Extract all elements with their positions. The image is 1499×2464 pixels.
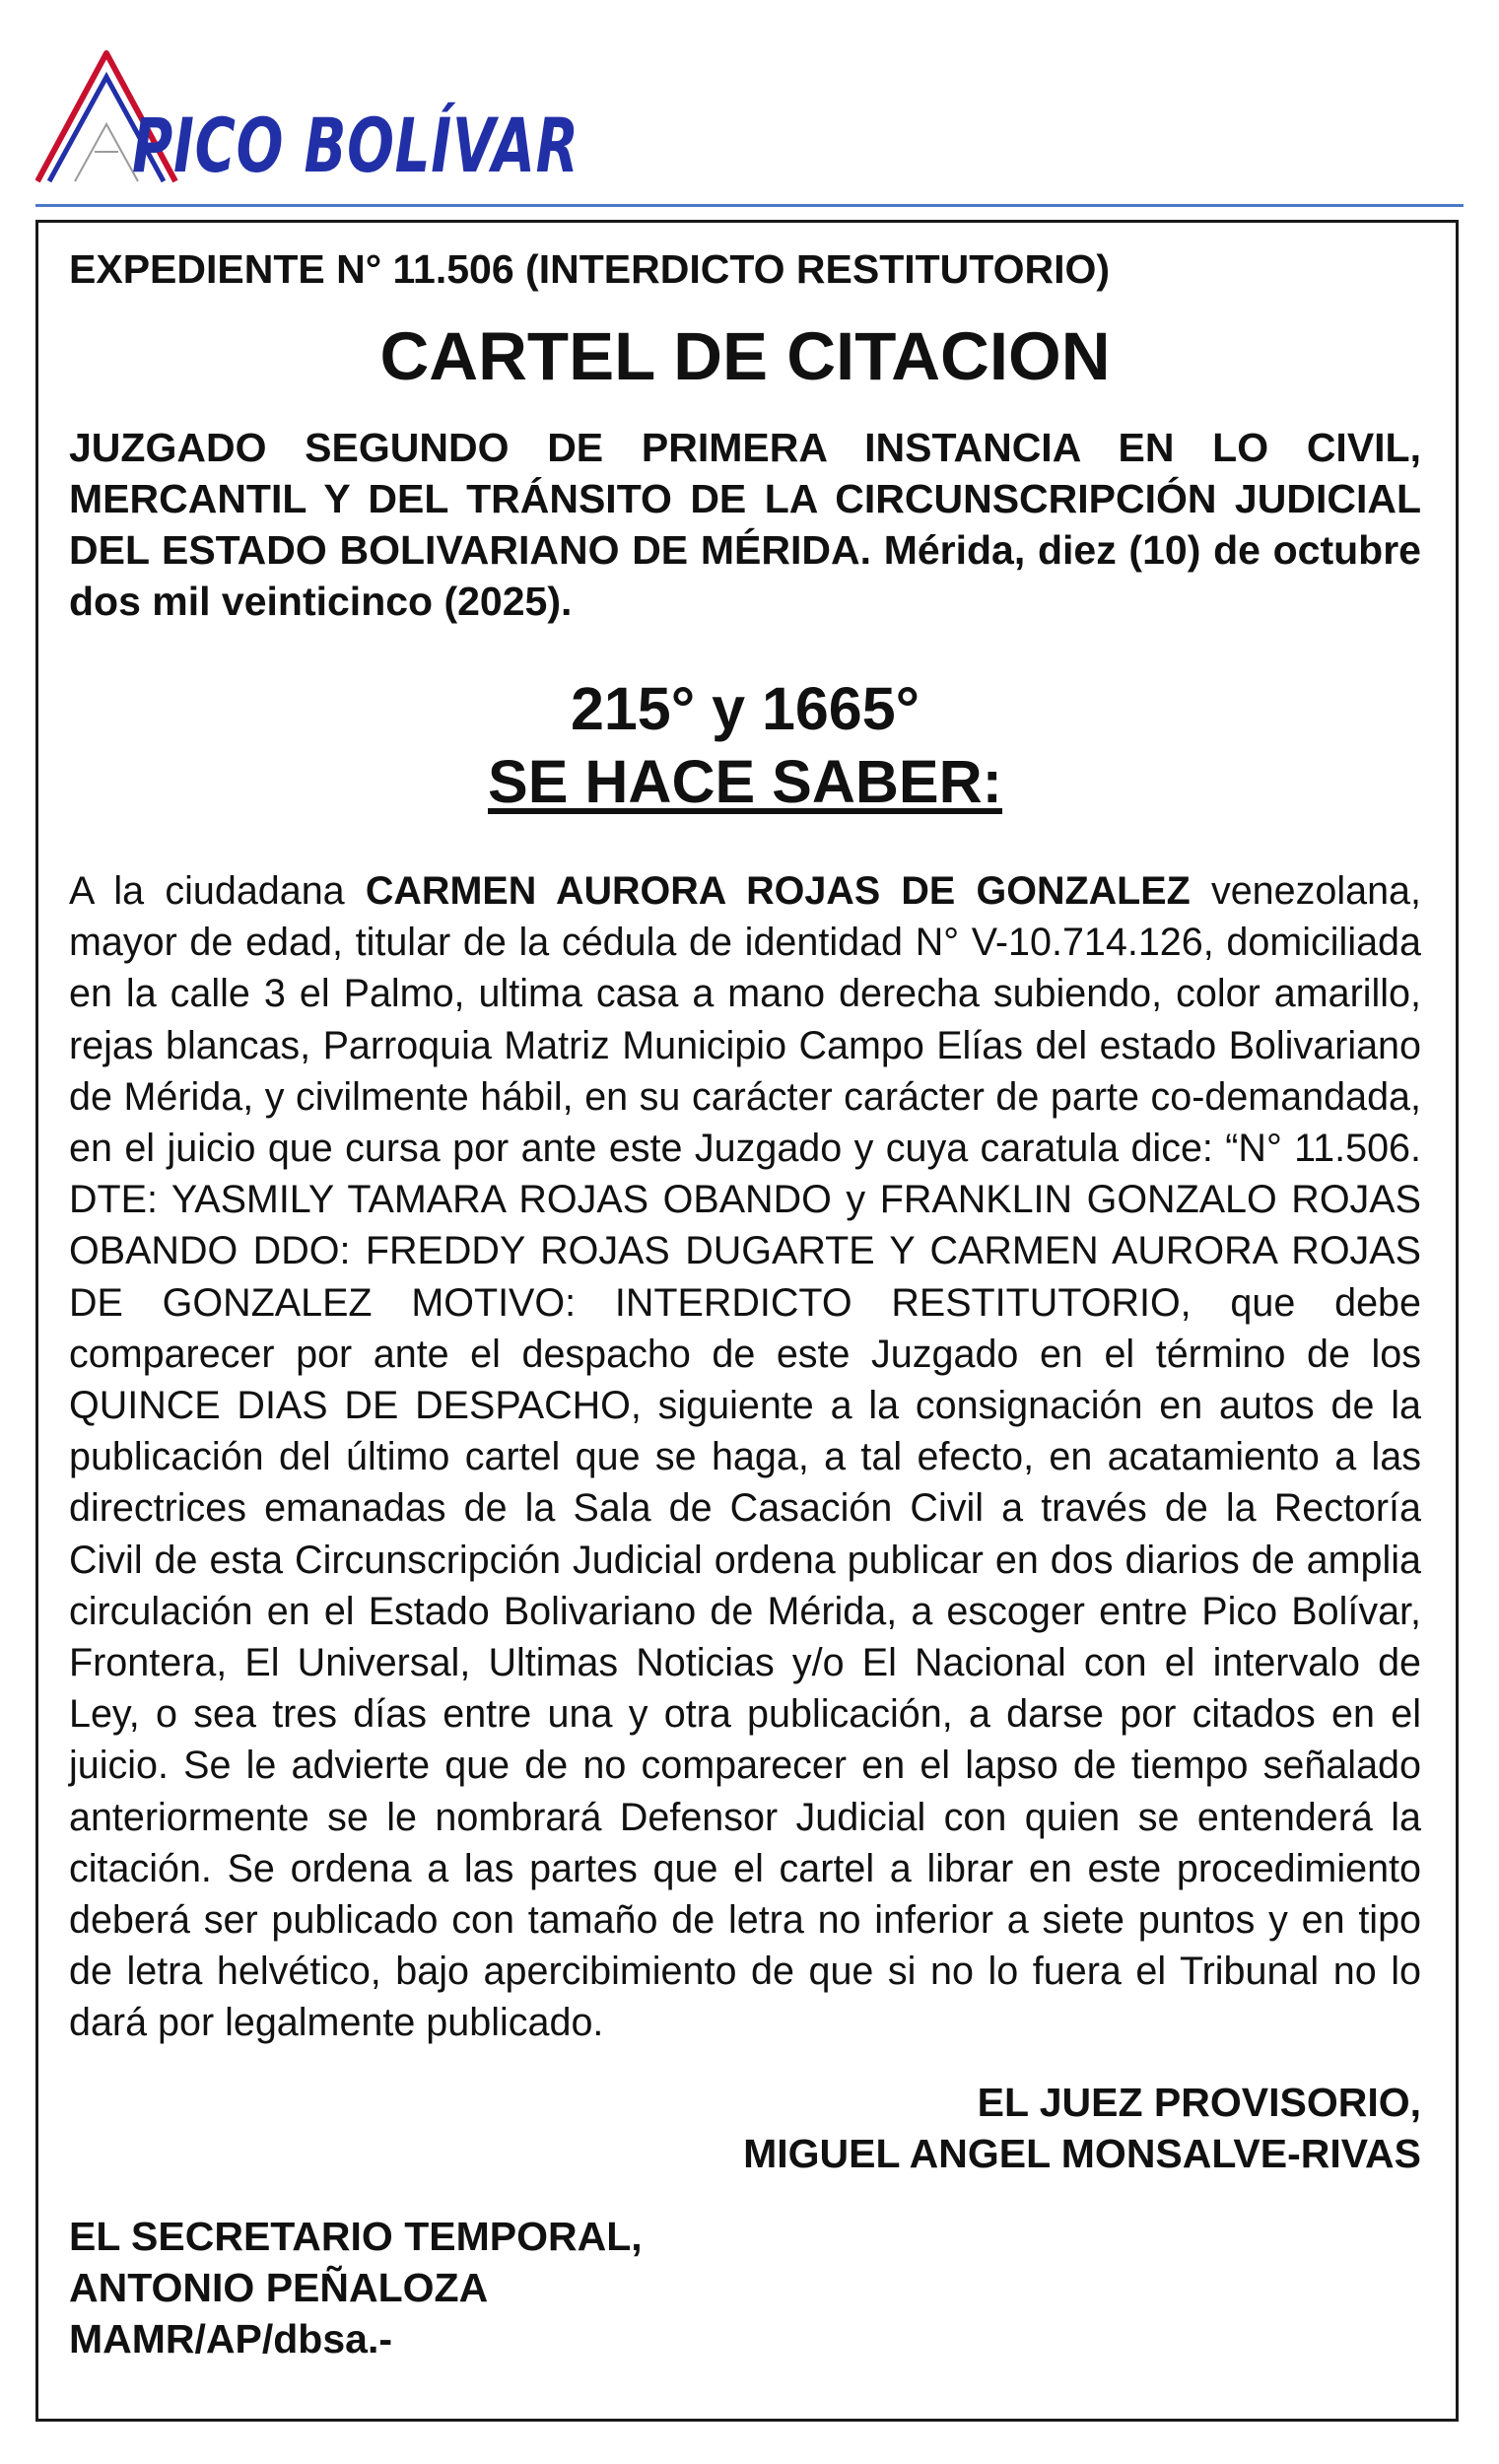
body-intro: A la ciudadana xyxy=(69,869,366,913)
body-text: venezolana, mayor de edad, titular de la cédula de identidad N° V-10.714.126, domiciliada en la calle 3 el Palmo, ultima casa a mano derecha subiendo, color amarillo, rejas blancas, Parroquia Matriz Municipio Campo Elías del estado Bolivariano de Mérida, y civilmente hábil, en su carácter carácter de parte co-demandada, en el juicio que cursa por ante este Juzgado y cuya caratula dice: “N° 11.506. DTE: YASMILY TAMARA ROJAS OBANDO y FRANKLIN GONZALO ROJAS OBANDO DDO: FREDDY ROJAS DUGARTE Y CARMEN AURORA ROJAS DE GONZALEZ MOTIVO: INTERDICTO RESTITUTORIO, que debe comparecer por ante el despacho de este Juzgado en el término de los QUINCE DIAS DE DESPACHO, siguiente a la consignación en autos de la publicación del último cartel que se haga, a tal efecto, en acatamiento a las directrices emanadas de la Sala de Casación Civil a través de la Rectoría Civil de esta Circunscripción Judicial ordena publicar en dos diarios de amplia circulación en el Estado Bolivariano de Mérida, a escoger entre Pico Bolívar, Frontera, El Universal, Ultimas Noticias y/o El Nacional con el intervalo de Ley, o sea tres días entre una y otra publicación, a darse por citados en el juicio. Se le advierte que de no comparecer en el lapso de tiempo señalado anteriormente se le nombrará Defensor Judicial con quien se entenderá la citación. Se ordena a las partes que el cartel a librar en este procedimiento deberá ser publicado con tamaño de letra no inferior a siete puntos y en tipo de letra helvético, bajo apercibimiento de que si no lo fuera el Tribunal no lo dará por legalmente publicado. xyxy=(69,869,1421,2045)
secretary-signature xyxy=(69,2211,1421,2364)
court-header: JUZGADO SEGUNDO DE PRIMERA INSTANCIA EN LO CIVIL, MERCANTIL Y DEL TRÁNSITO DE LA CIRCUNSCRIPCIÓN JUDICIAL DEL ESTADO BOLIVARIANO DE MÉRIDA. Mérida, diez (10) de octubre dos mil veinticinco (2025). xyxy=(69,425,1421,624)
logo-wordmark: PICO BOLÍVAR xyxy=(132,102,579,189)
independence-dates: 215° y 1665° xyxy=(570,675,920,742)
header-divider xyxy=(35,204,1464,207)
judge-title: EL JUEZ PROVISORIO, xyxy=(977,2079,1421,2125)
legal-notice xyxy=(35,220,1459,2422)
secretary-name: ANTONIO PEÑALOZA xyxy=(69,2264,489,2310)
reference-initials: MAMR/AP/dbsa.- xyxy=(69,2315,392,2361)
notice-heading: SE HACE SABER: xyxy=(488,748,1002,815)
case-number: EXPEDIENTE N° 11.506 (INTERDICTO RESTITUTORIO) xyxy=(69,246,1111,292)
pico-bolivar-logo xyxy=(35,43,579,197)
notice-body xyxy=(69,865,1421,2049)
judge-name: MIGUEL ANGEL MONSALVE-RIVAS xyxy=(743,2130,1421,2176)
secretary-title: EL SECRETARIO TEMPORAL, xyxy=(69,2213,643,2259)
judge-signature xyxy=(69,2077,1421,2179)
notice-title: CARTEL DE CITACION xyxy=(379,318,1111,394)
defendant-name: CARMEN AURORA ROJAS DE GONZALEZ xyxy=(365,869,1191,913)
